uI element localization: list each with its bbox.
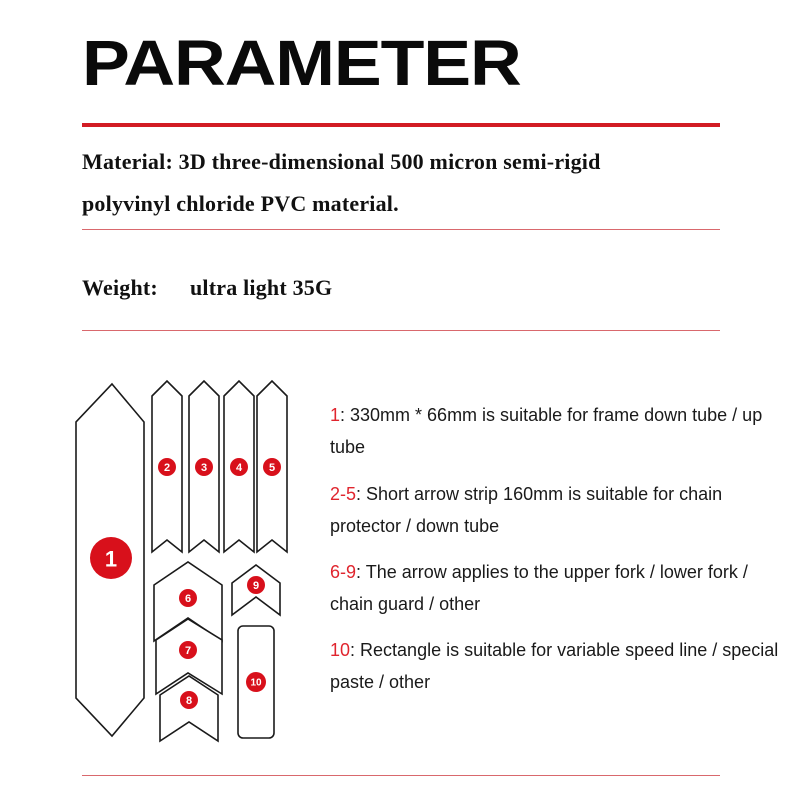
divider <box>82 775 720 776</box>
weight-line <box>82 266 332 310</box>
piece-text: : The arrow applies to the upper fork / lower fork / chain guard / other <box>330 562 748 614</box>
pieces-diagram <box>68 378 288 744</box>
piece-range: 10 <box>330 640 351 660</box>
pieces-6-9-description <box>330 556 780 620</box>
weight-value: ultra light 35G <box>189 275 333 300</box>
piece-number: 4 <box>235 462 243 474</box>
material-line-2: polyvinyl chloride PVC material. <box>82 191 399 216</box>
piece-text: : Rectangle is suitable for variable speed line / special paste / other <box>330 640 779 692</box>
page-title: PARAMETER <box>82 27 521 99</box>
piece-number: 8 <box>185 695 193 707</box>
piece-range: 2-5 <box>330 484 357 504</box>
piece-number: 5 <box>268 462 276 474</box>
piece-number: 7 <box>184 645 192 657</box>
piece-number: 2 <box>163 462 171 474</box>
piece-number: 10 <box>250 677 262 689</box>
weight-label: Weight: <box>82 275 158 300</box>
piece-number: 6 <box>184 593 192 605</box>
pieces-2-5-description <box>330 478 780 542</box>
piece-10-description <box>330 634 780 698</box>
material-line-1: Material: 3D three-dimensional 500 micron semi-rigid <box>82 149 601 174</box>
title-underline <box>82 123 720 127</box>
piece-number: 9 <box>252 580 260 592</box>
divider <box>82 229 720 230</box>
piece-text: : 330mm * 66mm is suitable for frame down tube / up tube <box>330 405 763 457</box>
piece-1-description <box>330 399 780 463</box>
piece-text: : Short arrow strip 160mm is suitable for chain protector / down tube <box>330 484 723 536</box>
piece-number: 1 <box>104 546 118 572</box>
piece-range: 6-9 <box>330 562 357 582</box>
piece-range: 1 <box>330 405 341 425</box>
piece-number: 3 <box>200 462 208 474</box>
divider <box>82 330 720 331</box>
